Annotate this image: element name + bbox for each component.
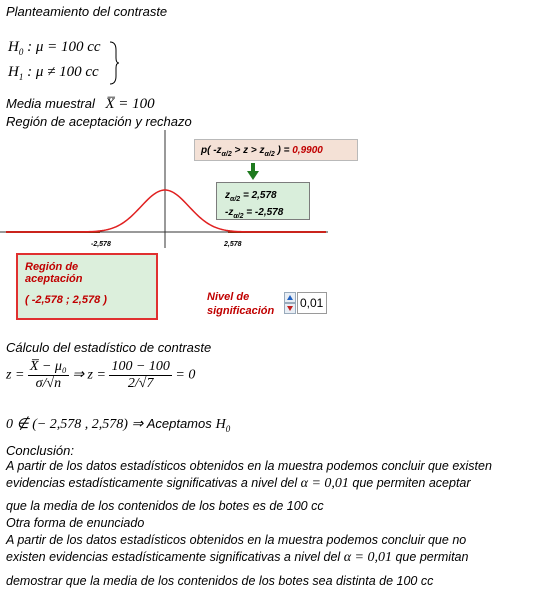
conclusion-p2-line1: A partir de los datos estadísticos obtenidos en la muestra podemos concluir que no [6, 533, 467, 547]
significance-value-field[interactable]: 0,01 [297, 292, 327, 314]
conclusion-p2-line3: demostrar que la media de los contenidos de los botes sea distinta de 100 cc [6, 574, 434, 588]
test-statistic-formula: z = $\frac{\text{X̅ − μ₀}}{\sigma/√n}$ ⇒ z = $\frac{100 - 100}{2/√7}$ = 0 [6, 359, 196, 391]
h1-hypothesis: $H_1$ : μ ≠ 100 cc [8, 64, 99, 82]
calculo-heading: Cálculo del estadístico de contraste [6, 340, 212, 355]
conclusion-p1-line2: evidencias estadísticamente significativas a nivel del α = 0,01 que permiten aceptar [6, 476, 471, 491]
region-heading: Región de aceptación y rechazo [6, 114, 192, 129]
nivel-significacion-label: Nivel de significación [207, 291, 275, 317]
hypothesis-brace [108, 40, 120, 86]
probability-box: p( $-z_{\alpha/2} > z > z_{\alpha/2}$ ) = 0,9900 [194, 139, 358, 161]
h0-hypothesis: $H_0$ : μ = 100 cc [8, 39, 101, 57]
down-arrow-icon [247, 163, 259, 181]
decision-line: 0 ∉ (− 2,578 , 2,578) ⇒ Aceptamos $H_0$ [6, 416, 231, 434]
significance-spinner[interactable] [284, 292, 296, 314]
otra-forma-label: Otra forma de enunciado [6, 516, 145, 530]
conclusion-heading: Conclusión: [6, 443, 74, 458]
spinner-up-button[interactable] [284, 292, 296, 303]
conclusion-p2-line2: existen evidencias estadísticamente significativas a nivel del α = 0,01 que permitan [6, 550, 469, 565]
critical-values-box: $z_{\alpha/2} = 2,578$ $-z_{\alpha/2} = -2,578$ [216, 182, 310, 220]
tick-left: -2,578 [91, 241, 111, 248]
media-muestral: Media muestral X̅ = 100 [6, 96, 155, 112]
conclusion-p1-line3: que la media de los contenidos de los botes es de 100 cc [6, 499, 324, 513]
conclusion-p1-line1: A partir de los datos estadísticos obtenidos en la muestra podemos concluir que existen [6, 459, 492, 473]
acceptance-region-box: Región de aceptación ( -2,578 ; 2,578 ) [16, 253, 158, 320]
planteamiento-heading: Planteamiento del contraste [6, 4, 168, 19]
tick-right: 2,578 [224, 241, 242, 248]
spinner-down-button[interactable] [284, 303, 296, 314]
